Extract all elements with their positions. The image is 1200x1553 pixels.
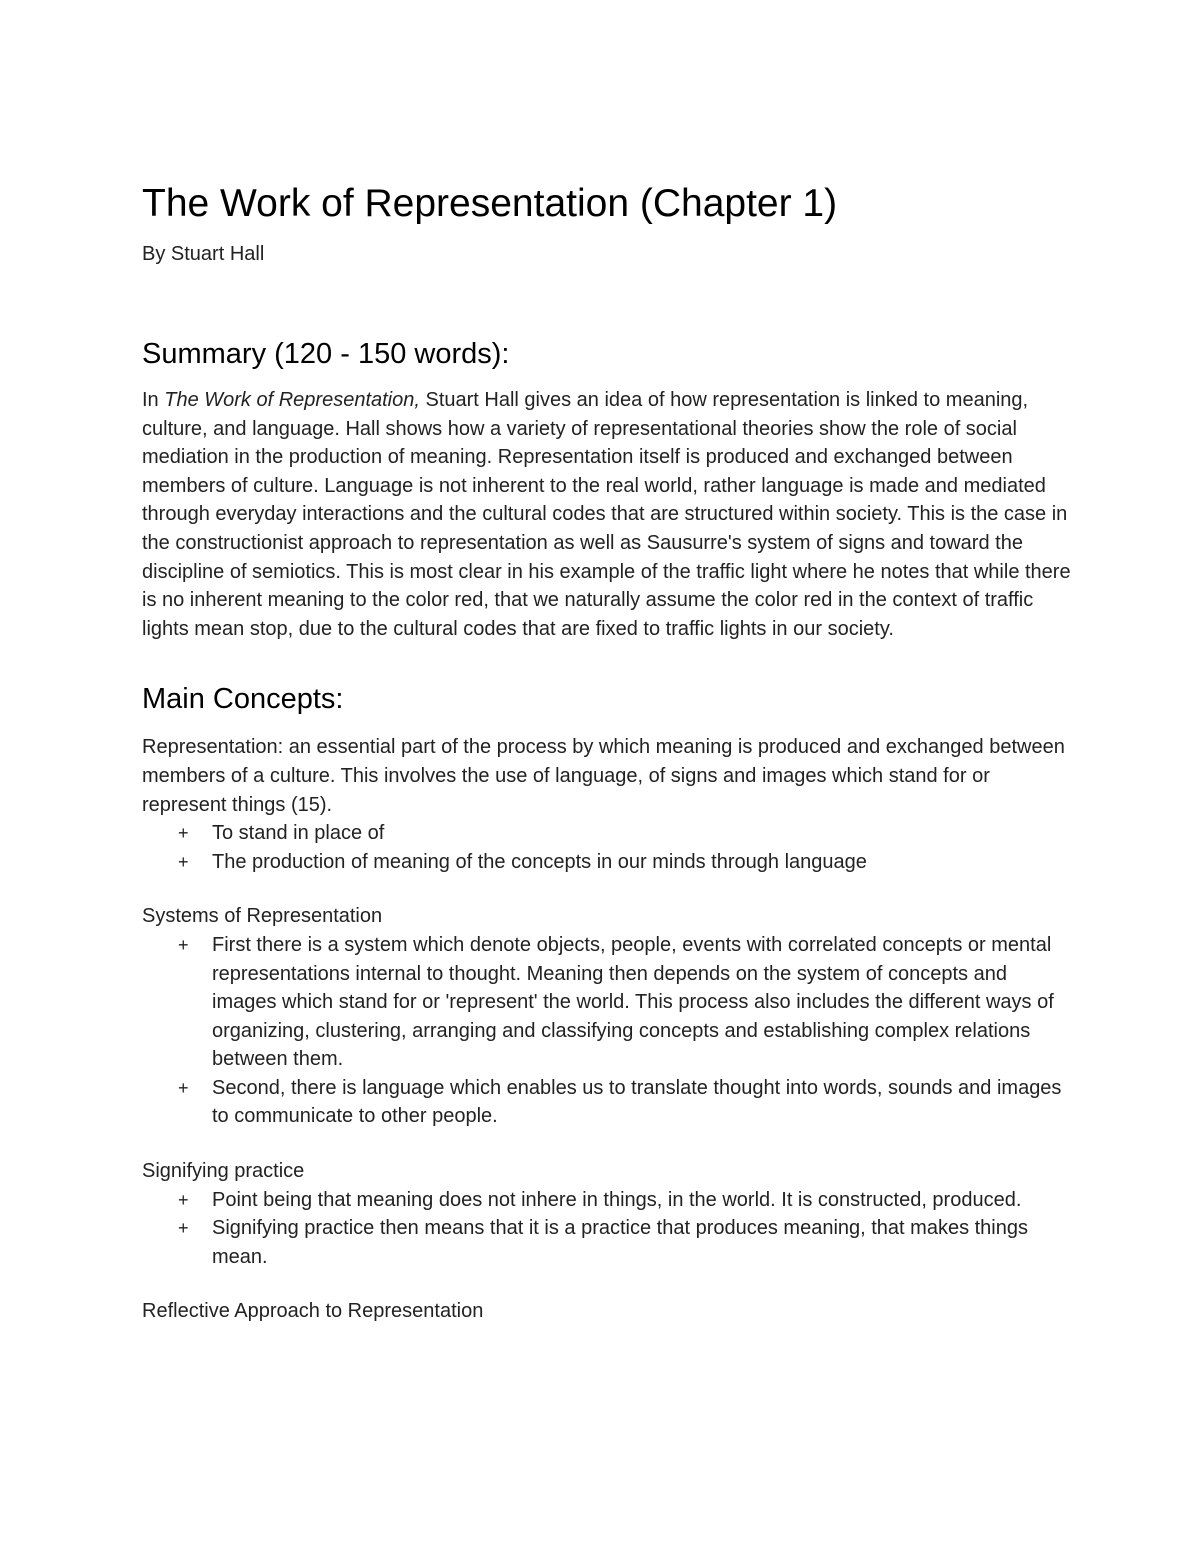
document-page — [142, 180, 1072, 1326]
plus-icon: + — [178, 823, 189, 844]
plus-icon: + — [178, 1189, 189, 1210]
representation-bullet-list — [142, 819, 1072, 876]
list-item: + Signifying practice then means that it is a practice that produces meaning, that makes things mean. — [212, 1214, 1072, 1271]
signifying-bullet-list — [142, 1186, 1072, 1272]
summary-body-text: Stuart Hall gives an idea of how representation is linked to meaning, culture, and language. Hall shows how a variety of representational theories show the role of social mediation in the production of meaning. Representation itself is produced and exchanged between members of culture. Language is not inherent to the real world, rather language is made and mediated through everyday interactions and the cultural codes that are structured within society. This is the case in the constructionist approach to representation as well as Sausurre's system of signs and toward the discipline of semiotics. This is most clear in his example of the traffic light where he notes that while there is no inherent meaning to the color red, that we naturally assume the color red in the context of traffic lights mean stop, due to the cultural codes that are fixed to traffic lights in our society. — [142, 389, 1071, 640]
summary-paragraph — [142, 386, 1072, 643]
systems-bullet-list — [142, 931, 1072, 1131]
summary-heading: Summary (120 - 150 words): — [142, 338, 510, 370]
list-item: + First there is a system which denote objects, people, events with correlated concepts or mental representations internal to thought. Meaning then depends on the system of concepts and images which stand for or 'represent' the world. This process also includes the different ways of organizing, clustering, arranging and classifying concepts and establishing complex relations between them. — [212, 931, 1072, 1074]
systems-label: Systems of Representation — [142, 905, 383, 928]
list-item: + The production of meaning of the concepts in our minds through language — [212, 848, 1072, 877]
summary-intro-italic: The Work of Representation, — [164, 389, 420, 411]
plus-icon: + — [178, 934, 189, 955]
plus-icon: + — [178, 1218, 189, 1239]
list-item: + To stand in place of — [212, 819, 1072, 848]
list-item: + Second, there is language which enables us to translate thought into words, sounds and images to communicate to other people. — [212, 1074, 1072, 1131]
summary-intro-prefix: In — [142, 389, 165, 411]
signifying-label: Signifying practice — [142, 1160, 305, 1183]
plus-icon: + — [178, 1077, 189, 1098]
list-item: + Point being that meaning does not inhere in things, in the world. It is constructed, produced. — [212, 1186, 1072, 1215]
representation-definition: Representation: an essential part of the process by which meaning is produced and exchanged between members of a culture. This involves the use of language, of signs and images which stand for or represent things (15). — [142, 736, 1065, 816]
document-author: By Stuart Hall — [142, 243, 265, 265]
plus-icon: + — [178, 851, 189, 872]
reflective-label: Reflective Approach to Representation — [142, 1300, 484, 1323]
document-title: The Work of Representation (Chapter 1) — [142, 182, 838, 225]
main-concepts-heading: Main Concepts: — [142, 683, 344, 716]
